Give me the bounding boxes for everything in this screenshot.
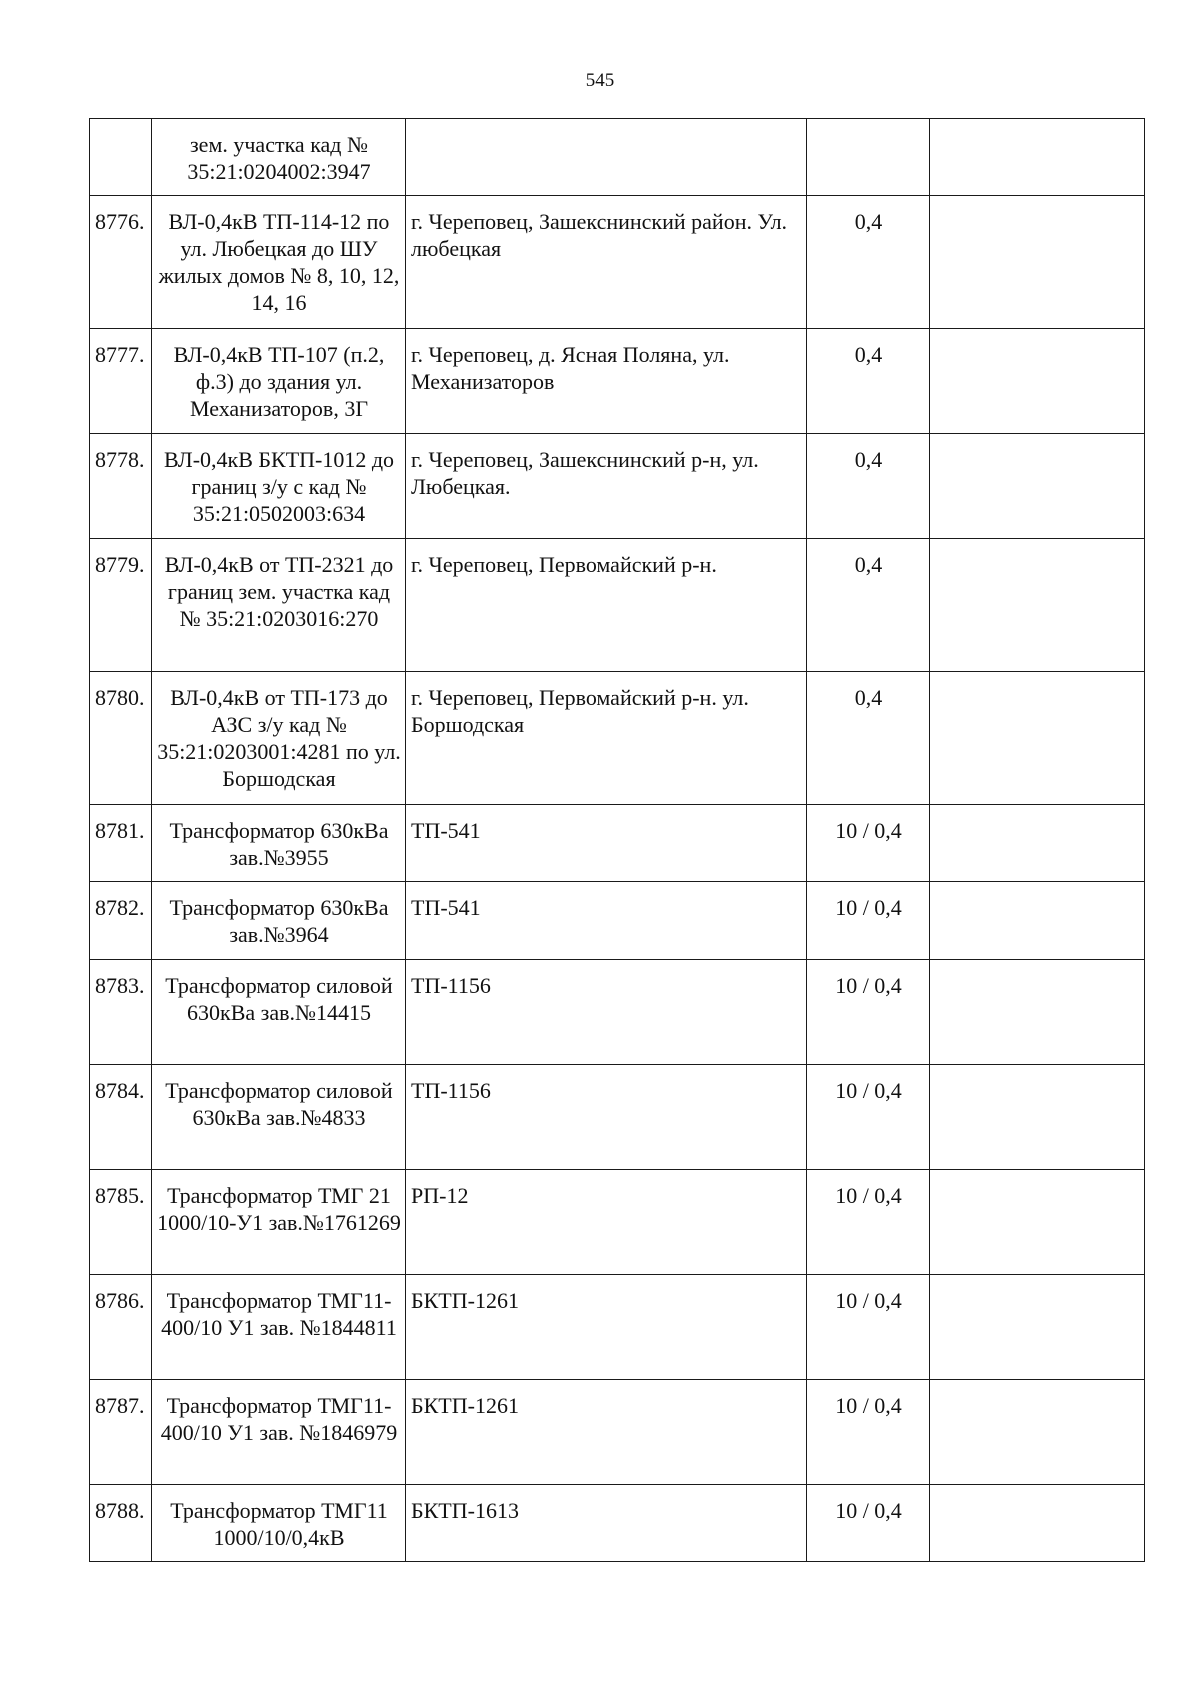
extra-cell	[930, 1485, 1145, 1562]
voltage-class: 0,4	[807, 196, 930, 329]
voltage-class: 10 / 0,4	[807, 1485, 930, 1562]
row-number: 8785.	[90, 1170, 152, 1275]
extra-cell	[930, 329, 1145, 434]
table-row	[90, 539, 1145, 672]
table-row	[90, 329, 1145, 434]
table-row	[90, 1275, 1145, 1380]
table-row	[90, 434, 1145, 539]
object-name: Трансформатор 630кВа зав.№3955	[152, 805, 406, 882]
object-name: Трансформатор ТМГ11-400/10 У1 зав. №1844811	[152, 1275, 406, 1380]
voltage-class: 10 / 0,4	[807, 1170, 930, 1275]
row-number: 8786.	[90, 1275, 152, 1380]
object-address: ТП-541	[406, 882, 807, 960]
object-address	[406, 119, 807, 196]
extra-cell	[930, 882, 1145, 960]
object-address: БКТП-1613	[406, 1485, 807, 1562]
extra-cell	[930, 119, 1145, 196]
voltage-class: 10 / 0,4	[807, 1275, 930, 1380]
table-row	[90, 1380, 1145, 1485]
row-number: 8782.	[90, 882, 152, 960]
page-number: 545	[585, 70, 615, 91]
object-address: ТП-1156	[406, 960, 807, 1065]
row-number: 8779.	[90, 539, 152, 672]
voltage-class: 0,4	[807, 539, 930, 672]
voltage-class: 10 / 0,4	[807, 1065, 930, 1170]
extra-cell	[930, 1380, 1145, 1485]
object-name: Трансформатор 630кВа зав.№3964	[152, 882, 406, 960]
extra-cell	[930, 434, 1145, 539]
row-number: 8783.	[90, 960, 152, 1065]
object-name: ВЛ-0,4кВ от ТП-2321 до границ зем. участка кад № 35:21:0203016:270	[152, 539, 406, 672]
voltage-class: 0,4	[807, 434, 930, 539]
voltage-class: 10 / 0,4	[807, 1380, 930, 1485]
object-address: ТП-1156	[406, 1065, 807, 1170]
registry-table	[89, 118, 1145, 1562]
object-address: г. Череповец, Первомайский р-н.	[406, 539, 807, 672]
object-address: г. Череповец, д. Ясная Поляна, ул. Механизаторов	[406, 329, 807, 434]
row-number: 8777.	[90, 329, 152, 434]
object-name: ВЛ-0,4кВ ТП-107 (п.2, ф.3) до здания ул. Механизаторов, 3Г	[152, 329, 406, 434]
object-name: Трансформатор ТМГ11 1000/10/0,4кВ	[152, 1485, 406, 1562]
table-row	[90, 119, 1145, 196]
table-row	[90, 672, 1145, 805]
object-name: Трансформатор силовой 630кВа зав.№4833	[152, 1065, 406, 1170]
voltage-class: 10 / 0,4	[807, 882, 930, 960]
extra-cell	[930, 1275, 1145, 1380]
extra-cell	[930, 805, 1145, 882]
voltage-class: 0,4	[807, 329, 930, 434]
object-address: г. Череповец, Зашекснинский р-н, ул. Любецкая.	[406, 434, 807, 539]
table-row	[90, 960, 1145, 1065]
extra-cell	[930, 1170, 1145, 1275]
table-row	[90, 805, 1145, 882]
row-number	[90, 119, 152, 196]
object-address: БКТП-1261	[406, 1380, 807, 1485]
registry-table-body	[90, 119, 1145, 1562]
table-row	[90, 882, 1145, 960]
object-name: Трансформатор ТМГ11-400/10 У1 зав. №1846979	[152, 1380, 406, 1485]
object-name: зем. участка кад № 35:21:0204002:3947	[152, 119, 406, 196]
row-number: 8780.	[90, 672, 152, 805]
row-number: 8776.	[90, 196, 152, 329]
object-address: БКТП-1261	[406, 1275, 807, 1380]
object-name: ВЛ-0,4кВ ТП-114-12 по ул. Любецкая до ШУ жилых домов № 8, 10, 12, 14, 16	[152, 196, 406, 329]
extra-cell	[930, 539, 1145, 672]
voltage-class: 0,4	[807, 672, 930, 805]
row-number: 8781.	[90, 805, 152, 882]
object-name: Трансформатор ТМГ 21 1000/10-У1 зав.№1761269	[152, 1170, 406, 1275]
table-row	[90, 196, 1145, 329]
extra-cell	[930, 1065, 1145, 1170]
table-row	[90, 1170, 1145, 1275]
object-name: ВЛ-0,4кВ БКТП-1012 до границ з/у с кад № 35:21:0502003:634	[152, 434, 406, 539]
voltage-class: 10 / 0,4	[807, 960, 930, 1065]
object-name: Трансформатор силовой 630кВа зав.№14415	[152, 960, 406, 1065]
object-address: г. Череповец, Зашекснинский район. Ул. любецкая	[406, 196, 807, 329]
table-row	[90, 1485, 1145, 1562]
voltage-class	[807, 119, 930, 196]
row-number: 8788.	[90, 1485, 152, 1562]
extra-cell	[930, 960, 1145, 1065]
extra-cell	[930, 672, 1145, 805]
extra-cell	[930, 196, 1145, 329]
object-address: РП-12	[406, 1170, 807, 1275]
row-number: 8778.	[90, 434, 152, 539]
table-row	[90, 1065, 1145, 1170]
object-address: г. Череповец, Первомайский р-н. ул. Боршодская	[406, 672, 807, 805]
row-number: 8784.	[90, 1065, 152, 1170]
row-number: 8787.	[90, 1380, 152, 1485]
voltage-class: 10 / 0,4	[807, 805, 930, 882]
object-name: ВЛ-0,4кВ от ТП-173 до АЗС з/у кад № 35:21:0203001:4281 по ул. Боршодская	[152, 672, 406, 805]
object-address: ТП-541	[406, 805, 807, 882]
